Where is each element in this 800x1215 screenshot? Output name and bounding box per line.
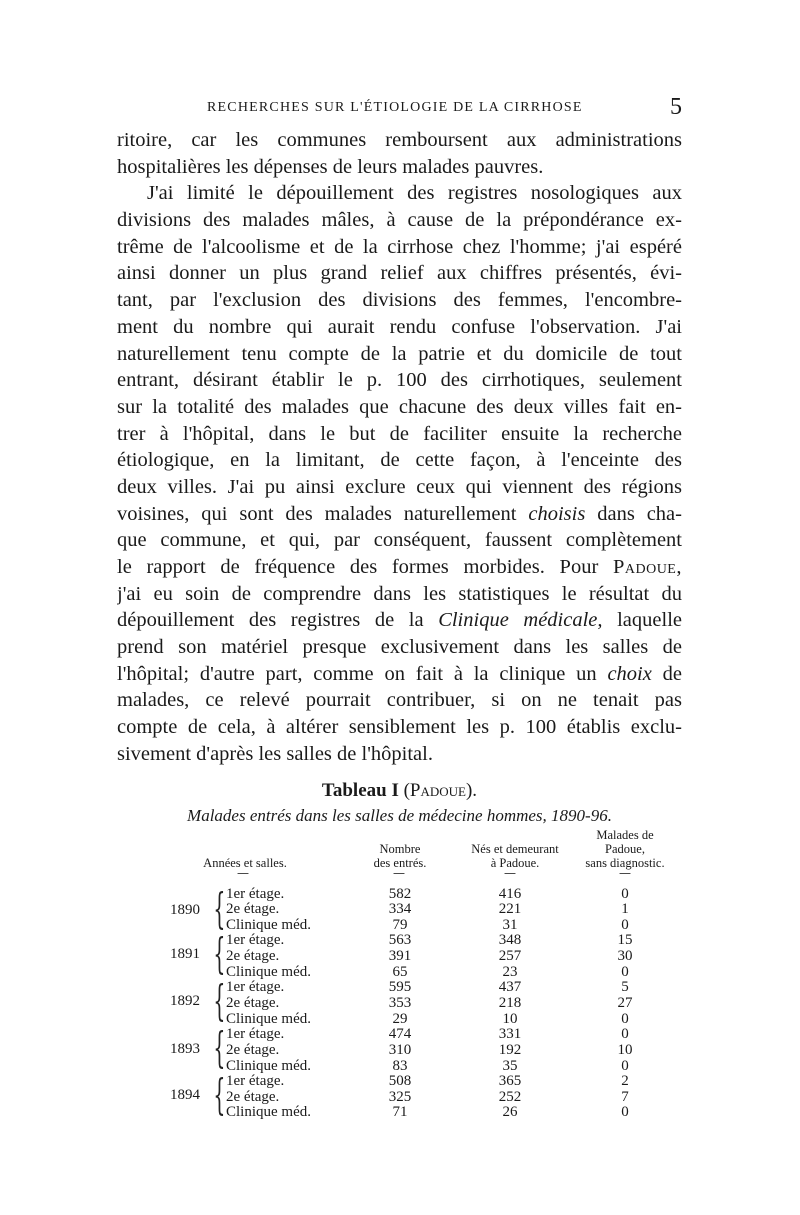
brace: {: [213, 929, 226, 978]
text-line: j'ai eu soin de comprendre dans les statistiques le résultat du: [117, 582, 682, 605]
year-label: 1890: [170, 902, 200, 918]
cell-salle: 1er étage.: [226, 1026, 285, 1042]
cell-nes: 192: [498, 1042, 522, 1058]
table-subtitle-text: Malades entrés dans les salles de médecine hommes, 1890-96.: [187, 806, 612, 825]
cell-nes: 31: [502, 917, 518, 933]
text-line: sur la totalité des malades que chacune des deux villes fait en-: [117, 395, 682, 418]
cell-salle: 1er étage.: [226, 932, 285, 948]
text-line: ritoire, car les communes remboursent aux administrations: [117, 129, 682, 151]
year-label: 1892: [170, 993, 200, 1009]
table-title-text: Tableau I: [321, 780, 399, 801]
header-line: Malades de: [596, 828, 654, 842]
running-title: RECHERCHES SUR L'ÉTIOLOGIE DE LA CIRRHOSE: [207, 100, 583, 115]
cell-entres: 508: [388, 1073, 412, 1089]
cell-sans-diagnostic: 30: [617, 948, 633, 964]
text-line: [117, 554, 682, 581]
cell-sans-diagnostic: 0: [621, 917, 629, 933]
cell-nes: 437: [498, 979, 522, 995]
page-number: 5: [670, 94, 682, 120]
cell-sans-diagnostic: 0: [621, 1058, 629, 1074]
cell-nes: 252: [498, 1089, 522, 1105]
text-line: malades, ce relevé pourrait contribuer, si on ne tenait pas: [117, 689, 682, 712]
text-line: étiologique, en la limitant, de cette façon, à l'enceinte des: [117, 449, 682, 472]
text-line: compte de cela, à altérer sensiblement les p. 100 établis exclu-: [117, 716, 682, 739]
cell-entres: 29: [392, 1011, 408, 1027]
cell-entres: 595: [388, 979, 412, 995]
cell-salle: Clinique méd.: [226, 1011, 311, 1027]
cell-nes: 416: [498, 886, 522, 902]
text-run: de: [651, 662, 682, 685]
cell-nes: 348: [498, 932, 522, 948]
cell-entres: 353: [388, 995, 412, 1011]
text-line: prend son matériel presque exclusivement dans les salles de: [117, 636, 682, 659]
year-label: 1893: [170, 1041, 200, 1057]
cell-nes: 365: [498, 1073, 522, 1089]
text-line: naturellement tenu compte de la patrie et du domicile de tout: [117, 342, 682, 365]
italic-word: choix: [607, 662, 652, 685]
body-text: [117, 127, 682, 768]
cell-entres: 310: [388, 1042, 412, 1058]
text-line: deux villes. J'ai pu ainsi exclure ceux qui viennent des régions: [117, 475, 682, 498]
header-line: Nés et demeurant: [471, 842, 559, 856]
header-line: à Padoue.: [490, 856, 540, 870]
brace: {: [213, 976, 226, 1025]
cell-sans-diagnostic: 0: [621, 1026, 629, 1042]
brace: {: [213, 1023, 226, 1072]
text-line: trême de l'alcoolisme et de la cirrhose chez l'homme; j'ai espéré: [117, 235, 682, 258]
cell-entres: 65: [392, 964, 408, 980]
cell-nes: 26: [502, 1104, 518, 1120]
cell-sans-diagnostic: 15: [617, 932, 633, 948]
header-line: sans diagnostic.: [585, 856, 665, 870]
cell-sans-diagnostic: 2: [621, 1073, 629, 1089]
cell-nes: 218: [498, 995, 522, 1011]
text-run: laquelle: [602, 609, 682, 632]
table-title: [117, 780, 682, 802]
text-line: [117, 501, 682, 528]
text-run: l'hôpital; d'autre part, comme on fait à la clinique un: [117, 662, 608, 685]
small-caps-word: Padoue,: [612, 556, 682, 578]
cell-entres: 83: [392, 1058, 408, 1074]
cell-nes: 23: [502, 964, 518, 980]
cell-nes: 257: [498, 948, 522, 964]
cell-salle: 2e étage.: [226, 1042, 280, 1058]
cell-sans-diagnostic: 0: [621, 1104, 629, 1120]
text-line: trer à l'hôpital, dans le but de faciliter ensuite la recherche: [117, 422, 682, 445]
col-header-salles: Années et salles.: [203, 856, 287, 870]
cell-sans-diagnostic: 0: [621, 1011, 629, 1027]
brace: {: [213, 884, 226, 933]
running-head: [117, 96, 682, 122]
text-run: dépouillement des registres de la: [117, 609, 439, 632]
text-run: le rapport de fréquence des formes morbides. Pour: [117, 556, 613, 578]
text-line: [117, 607, 682, 634]
cell-salle: Clinique méd.: [226, 964, 311, 980]
cell-entres: 474: [388, 1026, 412, 1042]
cell-sans-diagnostic: 0: [621, 886, 629, 902]
col-header-sans-diagnostic: [570, 828, 680, 870]
cell-sans-diagnostic: 10: [617, 1042, 633, 1058]
italic-word: choisis: [528, 502, 586, 525]
text-line: divisions des malades mâles, à cause de la prépondérance ex-: [117, 209, 682, 232]
cell-salle: 2e étage.: [226, 1089, 280, 1105]
header-line: Nombre: [379, 842, 421, 856]
text-run: voisines, qui sont des malades naturellement: [117, 502, 529, 525]
table-subtitle: [117, 806, 682, 826]
text-run: dans cha-: [585, 502, 682, 525]
header-rule: —: [504, 866, 516, 880]
cell-nes: 221: [498, 901, 522, 917]
text-line: J'ai limité le dépouillement des registres nosologiques aux: [147, 182, 682, 205]
italic-word: Clinique médicale,: [438, 609, 603, 632]
cell-salle: 1er étage.: [226, 1073, 285, 1089]
year-label: 1891: [170, 946, 200, 962]
cell-salle: 2e étage.: [226, 901, 280, 917]
cell-salle: Clinique méd.: [226, 1058, 311, 1074]
header-line: Padoue,: [605, 842, 645, 856]
cell-nes: 35: [502, 1058, 518, 1074]
cell-salle: 1er étage.: [226, 886, 285, 902]
header-line: des entrés.: [373, 856, 427, 870]
year-label: 1894: [170, 1087, 200, 1103]
text-line: hospitalières les dépenses de leurs malades pauvres.: [117, 155, 544, 178]
text-line: entrant, désirant établir le p. 100 des cirrhotiques, seulement: [117, 369, 682, 392]
text-line: [117, 661, 682, 688]
cell-entres: 325: [388, 1089, 412, 1105]
cell-sans-diagnostic: 0: [621, 964, 629, 980]
cell-salle: 2e étage.: [226, 995, 280, 1011]
cell-salle: 2e étage.: [226, 948, 280, 964]
cell-entres: 71: [392, 1104, 408, 1120]
cell-entres: 334: [388, 901, 412, 917]
header-rule: —: [237, 866, 249, 880]
text-line: sivement d'après les salles de l'hôpital.: [117, 742, 433, 765]
cell-entres: 582: [388, 886, 412, 902]
cell-salle: Clinique méd.: [226, 1104, 311, 1120]
cell-entres: 391: [388, 948, 412, 964]
table-title-city: (Padoue).: [403, 780, 478, 801]
brace: {: [213, 1070, 226, 1119]
cell-entres: 563: [388, 932, 412, 948]
cell-salle: 1er étage.: [226, 979, 285, 995]
cell-salle: Clinique méd.: [226, 917, 311, 933]
cell-entres: 79: [392, 917, 408, 933]
cell-nes: 331: [498, 1026, 522, 1042]
text-line: ment du nombre qui aurait rendu confuse l'observation. J'ai: [117, 315, 682, 338]
text-line: tant, par l'exclusion des divisions des femmes, l'encombre-: [117, 289, 682, 312]
cell-nes: 10: [502, 1011, 518, 1027]
header-rule: —: [393, 866, 405, 880]
cell-sans-diagnostic: 1: [621, 901, 629, 917]
text-line: que commune, et qui, par conséquent, faussent complètement: [117, 529, 682, 552]
cell-sans-diagnostic: 5: [621, 979, 629, 995]
header-rule: —: [619, 866, 631, 880]
cell-sans-diagnostic: 7: [621, 1089, 629, 1105]
text-line: ainsi donner un plus grand relief aux chiffres présentés, évi-: [117, 262, 682, 285]
cell-sans-diagnostic: 27: [617, 995, 633, 1011]
